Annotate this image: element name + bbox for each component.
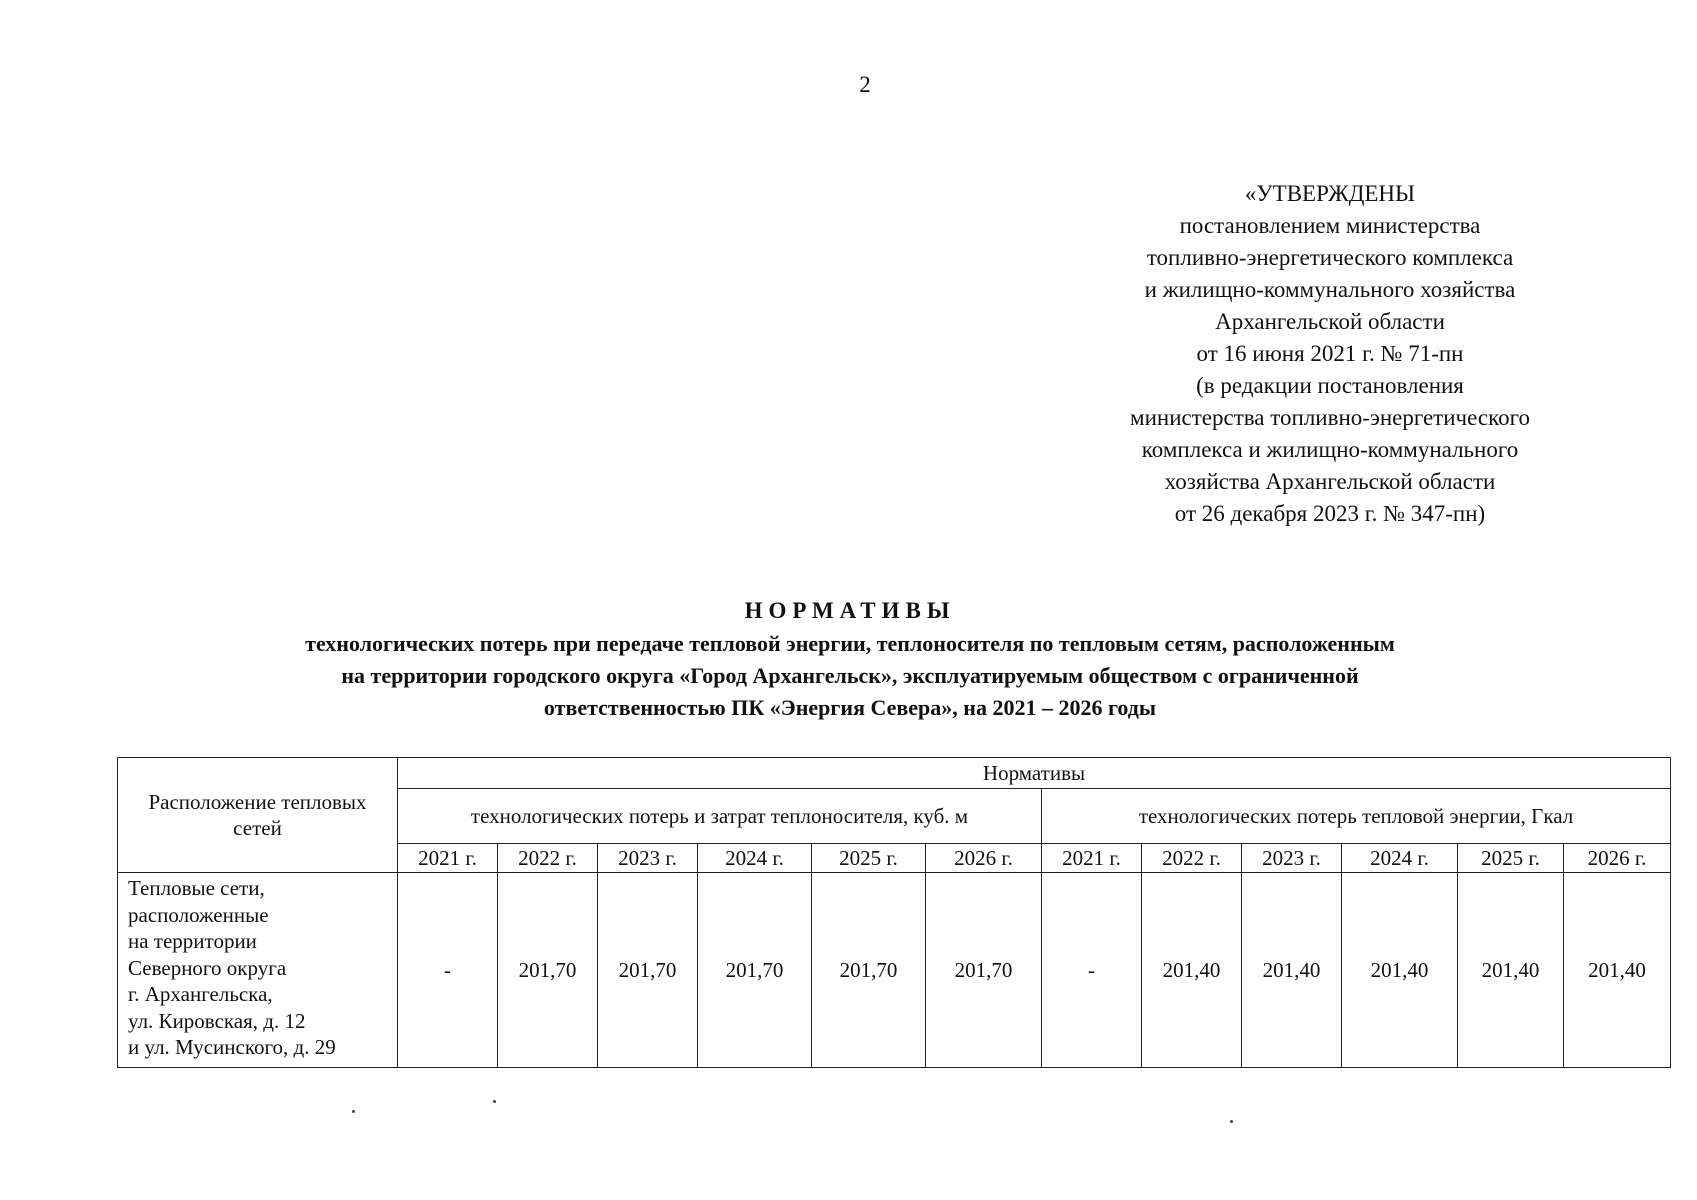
year-header: 2022 г. (498, 844, 598, 873)
approval-line: хозяйства Архангельской области (1164, 469, 1496, 494)
approval-line: от 16 июня 2021 г. № 71-пн (1196, 341, 1464, 366)
year-header: 2024 г. (1342, 844, 1458, 873)
approval-block (1090, 178, 1570, 530)
value-cell: 201,40 (1458, 873, 1564, 1068)
title-subtitle (100, 628, 1600, 724)
table-row (118, 873, 1671, 1068)
value-cell: 201,40 (1142, 873, 1242, 1068)
location-header: Расположение тепловых сетей (118, 758, 398, 873)
year-header: 2024 г. (698, 844, 812, 873)
location-line: на территории (128, 929, 257, 953)
title-subtitle-line: технологических потерь при передаче тепловой энергии, теплоносителя по тепловым сетям, расположенным (305, 631, 1395, 656)
title-subtitle-line: на территории городского округа «Город Архангельск», эксплуатируемым обществом с ограниченной (341, 663, 1359, 688)
location-line: Северного округа (128, 955, 287, 980)
value-cell: 201,70 (812, 873, 926, 1068)
page-number: 2 (859, 72, 871, 97)
approval-line: комплекса и жилищно-коммунального (1141, 437, 1519, 462)
document-title (100, 594, 1600, 724)
scan-speck (352, 1110, 355, 1113)
year-header: 2022 г. (1142, 844, 1242, 873)
approval-line: постановлением министерства (1179, 213, 1481, 238)
location-line: расположенные (128, 902, 269, 927)
title-main: НОРМАТИВЫ (744, 598, 956, 623)
group-header-coolant: технологических потерь и затрат теплоносителя, куб. м (398, 789, 1042, 844)
scan-speck (493, 1100, 496, 1103)
value-cell: 201,40 (1342, 873, 1458, 1068)
group-header-heat: технологических потерь тепловой энергии, Гкал (1042, 789, 1671, 844)
value-cell: - (398, 873, 498, 1068)
value-cell: - (1042, 873, 1142, 1068)
approval-line: «УТВЕРЖДЕНЫ (1244, 181, 1416, 206)
approval-line: топливно-энергетического комплекса (1146, 245, 1514, 270)
scan-speck (1230, 1120, 1233, 1123)
approval-line: (в редакции постановления (1196, 373, 1464, 398)
location-line: и ул. Мусинского, д. 29 (128, 1035, 336, 1059)
title-subtitle-line: ответственностью ПК «Энергия Севера», на 2021 – 2026 годы (543, 695, 1157, 720)
value-cell: 201,70 (598, 873, 698, 1068)
year-header: 2026 г. (1564, 844, 1671, 873)
year-header: 2023 г. (598, 844, 698, 873)
approval-line: от 26 декабря 2023 г. № 347-пн) (1174, 501, 1486, 526)
year-header: 2023 г. (1242, 844, 1342, 873)
year-header: 2021 г. (1042, 844, 1142, 873)
location-line: ул. Кировская, д. 12 (128, 1008, 306, 1033)
norms-table (117, 757, 1671, 1068)
approval-line: и жилищно-коммунального хозяйства (1144, 277, 1516, 302)
year-header: 2025 г. (1458, 844, 1564, 873)
value-cell: 201,40 (1242, 873, 1342, 1068)
value-cell: 201,40 (1564, 873, 1671, 1068)
year-header: 2021 г. (398, 844, 498, 873)
location-line: г. Архангельска, (128, 982, 273, 1006)
value-cell: 201,70 (498, 873, 598, 1068)
norms-header: Нормативы (398, 758, 1671, 789)
value-cell: 201,70 (698, 873, 812, 1068)
location-cell (118, 873, 398, 1068)
approval-line: министерства топливно-энергетического (1130, 405, 1530, 430)
approval-line: Архангельской области (1215, 309, 1445, 334)
year-header: 2025 г. (812, 844, 926, 873)
value-cell: 201,70 (926, 873, 1042, 1068)
location-line: Тепловые сети, (128, 876, 265, 900)
year-header: 2026 г. (926, 844, 1042, 873)
